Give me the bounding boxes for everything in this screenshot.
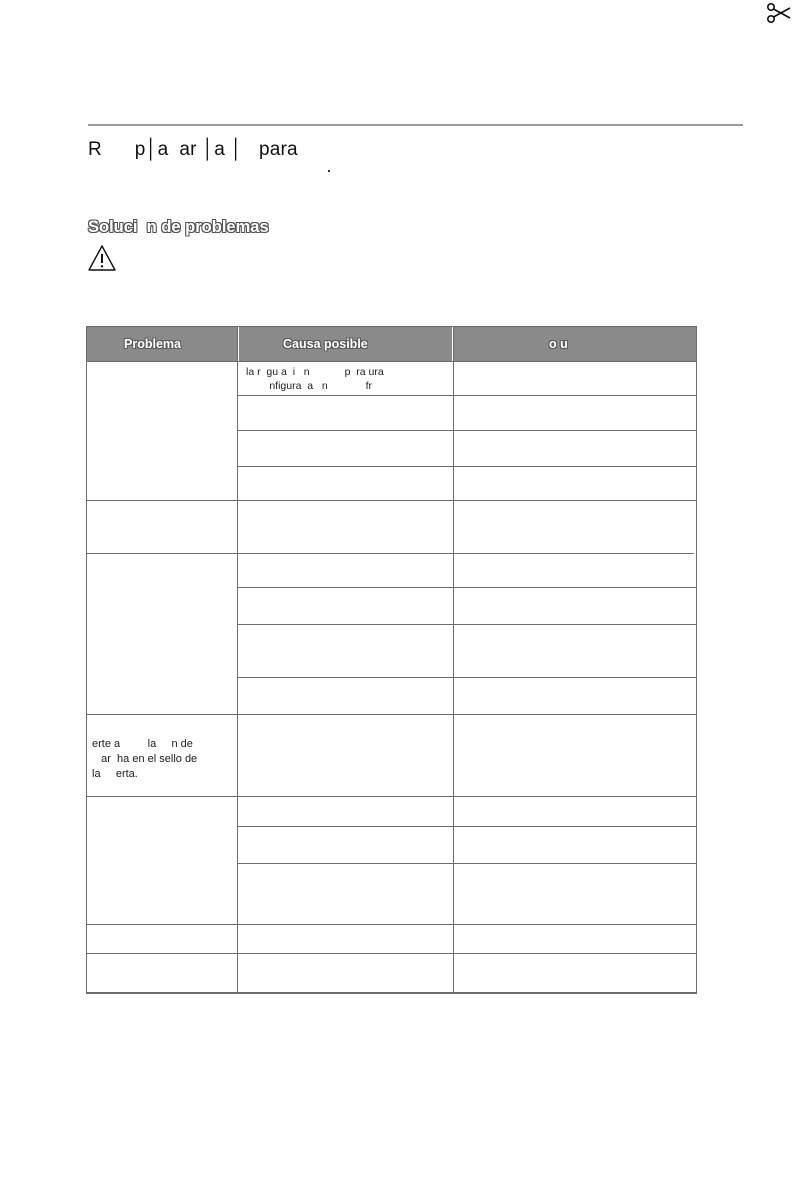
table-header-solution <box>454 326 696 361</box>
stray-dot <box>328 170 330 172</box>
table-border-top <box>86 326 697 327</box>
row-divider <box>237 826 697 827</box>
group-divider <box>86 924 697 925</box>
row-divider <box>237 624 697 625</box>
group-divider <box>86 500 697 501</box>
group-divider <box>86 953 697 954</box>
problem-cell-text: erte a la n de ar ha en el sello de la erta. <box>92 738 198 780</box>
row-divider <box>237 430 697 431</box>
group-divider <box>86 553 694 554</box>
troubleshooting-table <box>86 326 697 993</box>
table-border-bottom <box>86 992 697 994</box>
row-divider <box>237 863 697 864</box>
table-header-problem <box>87 326 237 361</box>
group-divider <box>86 714 697 715</box>
scissors-icon <box>765 2 791 24</box>
table-header-cause <box>239 326 452 361</box>
header-solution-label: o u <box>549 337 568 351</box>
row-divider <box>237 466 697 467</box>
row-divider <box>237 677 697 678</box>
cause-cell-text: la r gu a i n p ra ura nfigura a n fr <box>246 366 384 392</box>
group-divider <box>86 796 697 797</box>
section-title: R p│a ar │a │ para <box>88 139 298 160</box>
row-divider <box>237 395 697 396</box>
row-divider <box>237 587 697 588</box>
column-divider-1 <box>237 326 238 992</box>
section-divider <box>88 124 743 126</box>
warning-icon <box>87 244 117 272</box>
column-divider-2 <box>453 326 454 992</box>
header-problem-label: Problema <box>124 337 181 351</box>
header-cause-label: Causa posible <box>283 337 368 351</box>
table-border-left <box>86 326 87 992</box>
table-border-right <box>696 326 697 992</box>
header-bottom-line <box>86 361 697 362</box>
troubleshooting-heading: Soluci n de problemas <box>88 218 269 236</box>
